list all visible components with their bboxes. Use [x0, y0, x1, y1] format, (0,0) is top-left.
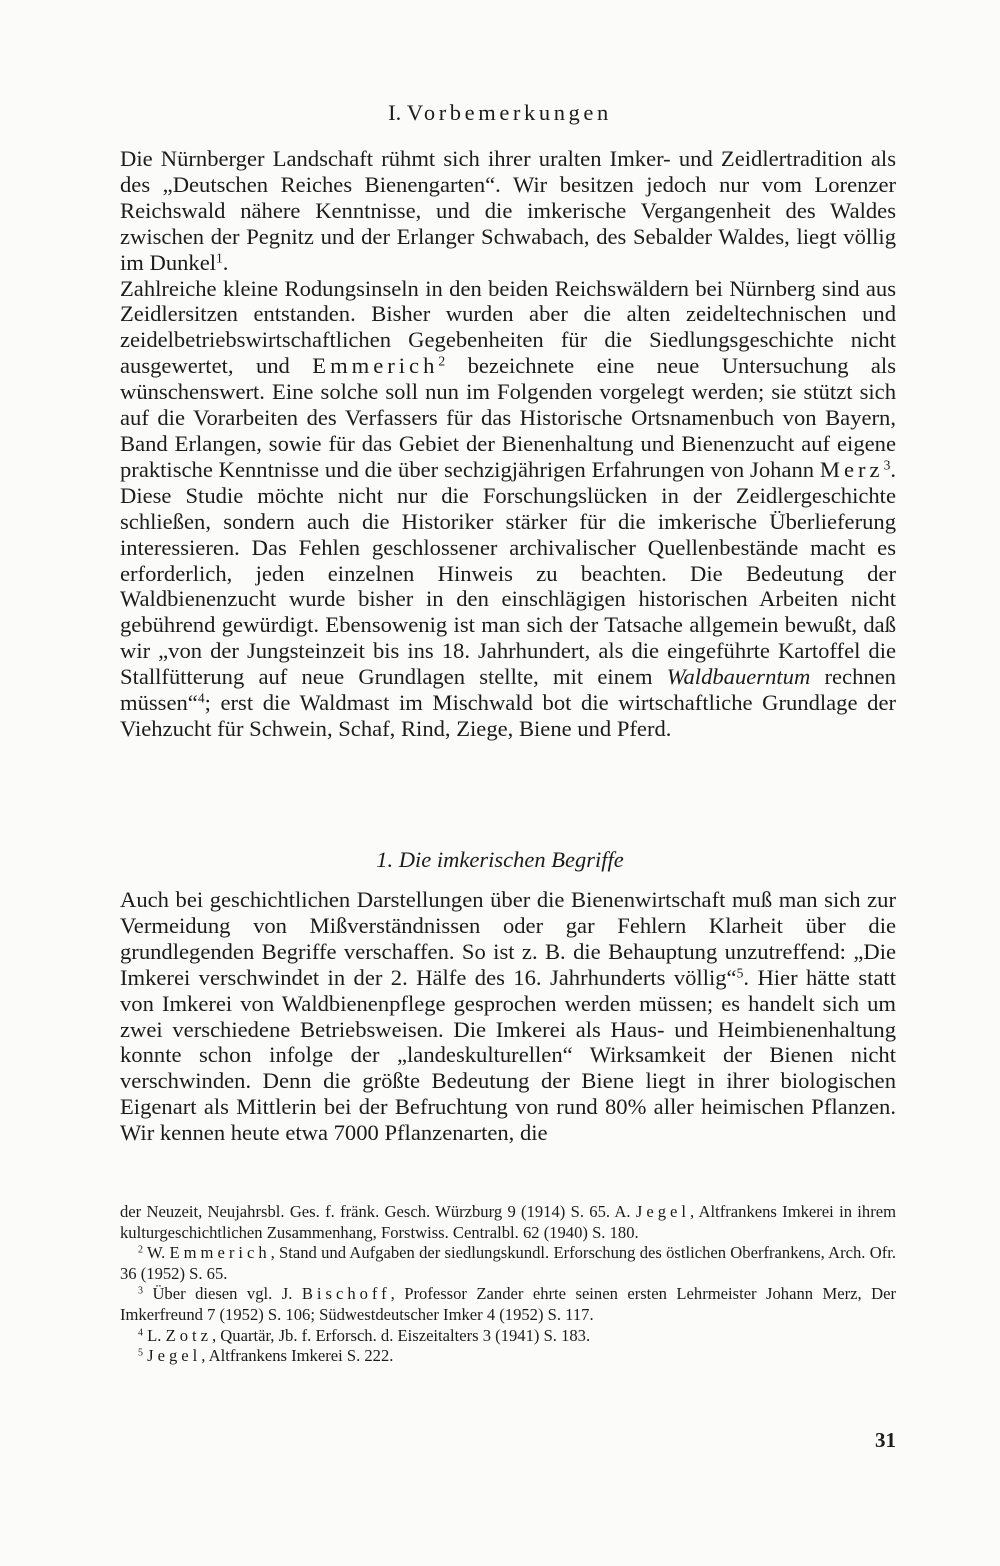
footnote-continuation — [120, 1202, 896, 1243]
italic-term: Waldbauerntum — [666, 664, 811, 690]
author-name: Emmerich — [169, 1243, 271, 1263]
section-text — [120, 887, 896, 1146]
footnote-3 — [120, 1284, 896, 1325]
footnote-number: 2 — [138, 1244, 143, 1256]
author-name: Jegel — [635, 1202, 690, 1221]
text-run: , Altfrankens Imkerei in ihrem kulturgeschichtlichen Zusammenhang, Forstwiss. Centralbl. 62 (1940) S. 180. — [120, 1202, 897, 1242]
chapter-number: I. — [388, 100, 402, 125]
text-run: , Professor Zander ehrte seinen ersten Lehrmeister Johann Merz, Der Imkerfreund 7 (1952) S. 106; Südwestdeutscher Imker 4 (1952) S. 117. — [120, 1284, 896, 1324]
footnote-ref-5: 5 — [736, 965, 744, 981]
text-run: Zahlreiche kleine Rodungsinseln in den beiden Reichswäldern bei Nürnberg sind aus Zeidlersitzen entstanden. Bisher wurden aber die alten zeideltechnischen und zeidelbetriebswirtschaftlichen Gegebenheiten für die Siedlungsgeschichte nicht ausgewertet, und — [120, 275, 896, 379]
footnote-number: 5 — [138, 1347, 143, 1359]
footnote-2 — [120, 1243, 896, 1284]
text-run: der Neuzeit, Neujahrsbl. Ges. f. fränk. Gesch. Würzburg 9 (1914) S. 65. A. — [120, 1202, 636, 1221]
footnote-ref-3: 3 — [883, 457, 891, 473]
footnote-number: 4 — [138, 1327, 143, 1339]
text-run: Die Nürnberger Landschaft rühmt sich ihrer uralten Imker- und Zeidlertradition als des „Deutschen Reiches Bienengarten“. Wir besitzen jedoch nur vom Lorenzer Reichswald nähere Kenntnisse, und die imkerische Vergangenheit des Waldes zwischen der Pegnitz und der Erlanger Schwabach, des Sebalder Waldes, liegt völlig im Dunkel — [120, 146, 896, 275]
intro-paragraph-1 — [120, 146, 896, 276]
text-run: W. — [142, 1243, 170, 1263]
introduction-text — [120, 146, 896, 742]
text-run: , Quartär, Jb. f. Erforsch. d. Eiszeitalters 3 (1941) S. 183. — [212, 1325, 591, 1345]
text-run: rechnen müssen“ — [120, 664, 896, 716]
text-run: . Diese Studie möchte nicht nur die Forschungslücken in der Zeidlergeschichte schließen, sondern auch die Historiker stärker für die imkerische Überlieferung interessieren. Das Fehlen geschlossener archivalischer Quellenbestände macht es erforderlich, jeden einzelnen Hinweis zu beachten. Die Bedeutung der Waldbienenzucht wurde bisher in den einschlägigen historischen Arbeiten nicht gebührend gewürdigt. Ebensowenig ist man sich der Tatsache allgemein bewußt, daß wir „von der Jungsteinzeit bis ins 18. Jahrhundert, als die eingeführte Kartoffel die Stallfütterung auf neue Grundlagen stellte, mit einem — [120, 456, 896, 690]
footnote-ref-1: 1 — [216, 250, 223, 266]
author-name: Zotz — [165, 1325, 212, 1345]
text-run: , Stand und Aufgaben der siedlungskundl. Erforschung des östlichen Oberfrankens, Arch. Ofr. 36 (1952) S. 65. — [120, 1243, 896, 1283]
text-run: ; erst die Waldmast im Mischwald bot die wirtschaftliche Grundlage der Viehzucht für Schwein, Schaf, Rind, Ziege, Biene und Pferd. — [120, 690, 896, 741]
intro-paragraph-2 — [120, 276, 896, 742]
footnote-ref-4: 4 — [197, 690, 205, 706]
author-name-merz: Merz — [819, 456, 884, 482]
text-run: Über diesen vgl. J. — [142, 1284, 302, 1304]
text-run: Auch bei geschichtlichen Darstellungen über die Bienenwirtschaft muß man sich zur Vermeidung von Mißverständnissen oder gar Fehlern Klarheit über die grundlegenden Begriffe verschaffen. So ist z. B. die Behauptung unzutreffend: „Die Imkerei verschwindet in der 2. Hälfe des 16. Jahrhunderts völlig“ — [120, 887, 896, 990]
text-run: . Hier hätte statt von Imkerei von Waldbienenpflege gesprochen werden müssen; es handelt sich um zwei verschiedene Betriebsweisen. Die Imkerei als Haus- und Heimbienenhaltung konnte schon infolge der „landeskulturellen“ Wirksamkeit der Bienen nicht verschwinden. Denn die größte Bedeutung der Biene liegt in ihrer biologischen Eigenart als Mittlerin bei der Befruchtung von rund 80% aller heimischen Pflanzen. Wir kennen heute etwa 7000 Pflanzenarten, die — [120, 964, 896, 1146]
section-title: Die imkerischen Begriffe — [398, 847, 624, 872]
chapter-title: Vorbemerkungen — [406, 100, 612, 125]
section-number: 1. — [376, 847, 394, 872]
footnote-ref-2: 2 — [438, 353, 446, 369]
page-number: 31 — [875, 1428, 896, 1452]
footnote-4 — [120, 1326, 896, 1347]
chapter-heading — [0, 96, 1000, 130]
footnote-number: 3 — [138, 1285, 143, 1297]
footnotes — [120, 1202, 896, 1367]
section-heading — [0, 845, 1000, 875]
text-run: . — [222, 249, 229, 275]
author-name: Jegel — [147, 1346, 202, 1366]
text-run: , Altfrankens Imkerei S. 222. — [201, 1346, 394, 1366]
author-name-emmerich: Emmerich — [312, 353, 439, 379]
text-run: bezeichnete eine neue Untersuchung als wünschenswert. Eine solche soll nun im Folgenden vorgelegt werden; sie stützt sich auf die Vorarbeiten des Verfassers für das Historische Ortsnamenbuch von Bayern, Band Erlangen, sowie für das Gebiet der Bienenhaltung und Bienenzucht auf eigene praktische Kenntnisse und die über sechzigjährigen Erfahrungen von Johann — [120, 353, 897, 482]
text-run: L. — [142, 1325, 166, 1345]
author-name: Bischoff — [301, 1284, 391, 1304]
footnote-5 — [120, 1346, 896, 1367]
section-paragraph — [120, 887, 896, 1146]
